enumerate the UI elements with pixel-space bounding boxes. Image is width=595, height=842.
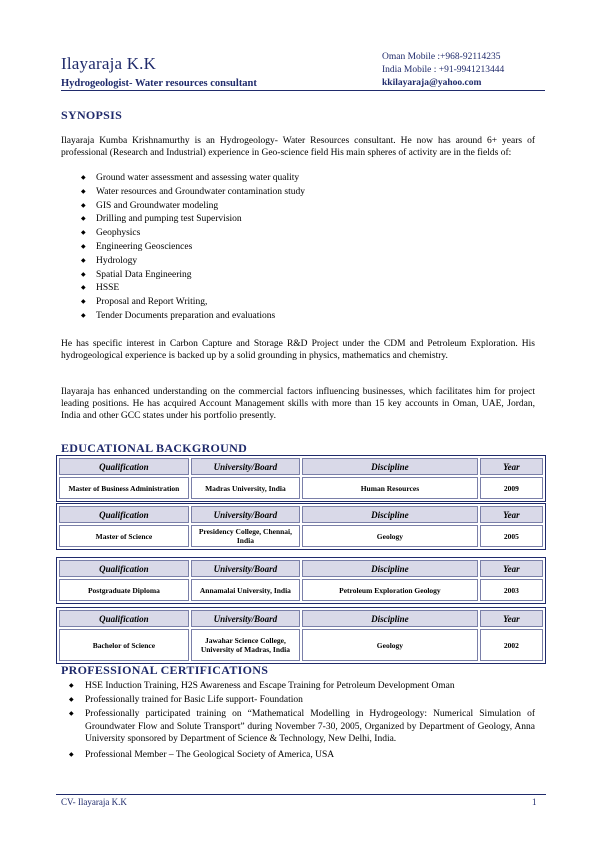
cell-year: 2009 xyxy=(480,477,543,499)
list-item: ◆ Water resources and Groundwater contamination study xyxy=(61,186,305,200)
list-item: ◆ Proposal and Report Writing, xyxy=(61,296,305,310)
cell-discipline: Geology xyxy=(302,525,478,547)
cell-year: 2003 xyxy=(480,579,543,601)
list-item: ◆ Professionally participated training on “Mathematical Modelling in Hydrogeology: Numerical Simulation of Groundwater Flow and Solute Transport” during November 7-30, 2005, Organized by Department of Geology, Anna University sponsored by Department of Science & Technology, New Delhi, India. xyxy=(61,708,535,745)
education-table-4 xyxy=(56,607,546,664)
header-qualification: Qualification xyxy=(59,610,189,627)
education-heading: EDUCATIONAL BACKGROUND xyxy=(61,441,248,455)
header-discipline: Discipline xyxy=(302,560,478,577)
education-table-3 xyxy=(56,557,546,604)
cell-university: Presidency College, Chennai, India xyxy=(191,525,300,547)
list-item: ◆ Spatial Data Engineering xyxy=(61,269,305,283)
footer-divider xyxy=(56,794,546,795)
header-qualification: Qualification xyxy=(59,560,189,577)
header-discipline: Discipline xyxy=(302,458,478,475)
cell-university: Madras University, India xyxy=(191,477,300,499)
activity-list xyxy=(61,172,305,324)
cell-discipline: Human Resources xyxy=(302,477,478,499)
oman-mobile: Oman Mobile :+968-92114235 xyxy=(382,52,501,62)
header-qualification: Qualification xyxy=(59,458,189,475)
synopsis-paragraph-2: He has specific interest in Carbon Capture and Storage R&D Project under the CDM and Petroleum Exploration. His hydrogeological experience is backed up by a solid grounding in physics, mathematics and chemistry. xyxy=(61,339,535,362)
synopsis-paragraph-3: Ilayaraja has enhanced understanding on the commercial factors influencing businesses, which facilitates him for project leading positions. He has acquired Account Management skills with more than 15 key accounts in Oman, UAE, Jordan, India and other GCC states under his portfolio presently. xyxy=(61,387,535,422)
table-row xyxy=(59,579,543,601)
certifications-heading: PROFESSIONAL CERTIFICATIONS xyxy=(61,663,269,677)
header-university: University/Board xyxy=(191,458,300,475)
candidate-name: Ilayaraja K.K xyxy=(61,54,157,73)
cell-qualification: Master of Science xyxy=(59,525,189,547)
cell-discipline: Petroleum Exploration Geology xyxy=(302,579,478,601)
list-item: ◆ Drilling and pumping test Supervision xyxy=(61,213,305,227)
cell-qualification: Bachelor of Science xyxy=(59,629,189,661)
list-item: ◆ HSSE xyxy=(61,282,305,296)
header-year: Year xyxy=(480,506,543,523)
page-number: 1 xyxy=(532,797,537,807)
table-row xyxy=(59,629,543,661)
list-item: ◆ Ground water assessment and assessing water quality xyxy=(61,172,305,186)
email-link[interactable]: kkilayaraja@yahoo.com xyxy=(382,78,482,88)
table-row xyxy=(59,477,543,499)
contact-block xyxy=(382,51,504,90)
list-item: ◆ GIS and Groundwater modeling xyxy=(61,200,305,214)
cell-qualification: Postgraduate Diploma xyxy=(59,579,189,601)
header-discipline: Discipline xyxy=(302,506,478,523)
synopsis-heading: SYNOPSIS xyxy=(61,108,123,122)
header-qualification: Qualification xyxy=(59,506,189,523)
synopsis-intro: Ilayaraja Kumba Krishnamurthy is an Hydrogeology- Water Resources consultant. He now has around 6+ years of professional (Research and Industrial) experience in Geo-science field His main spheres of activity are in the fields of: xyxy=(61,136,535,159)
header-university: University/Board xyxy=(191,560,300,577)
list-item: ◆ HSE Induction Training, H2S Awareness and Escape Training for Petroleum Development Oman xyxy=(61,680,535,692)
cell-university: Jawahar Science College, University of Madras, India xyxy=(191,629,300,661)
footer-label: CV- Ilayaraja K.K xyxy=(61,797,127,807)
list-item: ◆ Professional Member – The Geological Society of America, USA xyxy=(61,749,535,761)
list-item: ◆ Professionally trained for Basic Life support- Foundation xyxy=(61,694,535,706)
list-item: ◆ Hydrology xyxy=(61,255,305,269)
cell-university: Annamalai University, India xyxy=(191,579,300,601)
list-item: ◆ Engineering Geosciences xyxy=(61,241,305,255)
cell-qualification: Master of Business Administration xyxy=(59,477,189,499)
header-year: Year xyxy=(480,610,543,627)
india-mobile: India Mobile : +91-9941213444 xyxy=(382,65,505,75)
certification-list xyxy=(61,680,535,763)
education-table-1 xyxy=(56,455,546,502)
header-university: University/Board xyxy=(191,506,300,523)
header-divider xyxy=(61,90,545,91)
header-discipline: Discipline xyxy=(302,610,478,627)
candidate-role: Hydrogeologist- Water resources consultant xyxy=(61,78,257,89)
list-item: ◆ Tender Documents preparation and evaluations xyxy=(61,310,305,324)
education-table-2 xyxy=(56,503,546,550)
cell-year: 2002 xyxy=(480,629,543,661)
cell-discipline: Geology xyxy=(302,629,478,661)
list-item: ◆ Geophysics xyxy=(61,227,305,241)
cell-year: 2005 xyxy=(480,525,543,547)
header-year: Year xyxy=(480,560,543,577)
table-row xyxy=(59,525,543,547)
header-year: Year xyxy=(480,458,543,475)
header-university: University/Board xyxy=(191,610,300,627)
